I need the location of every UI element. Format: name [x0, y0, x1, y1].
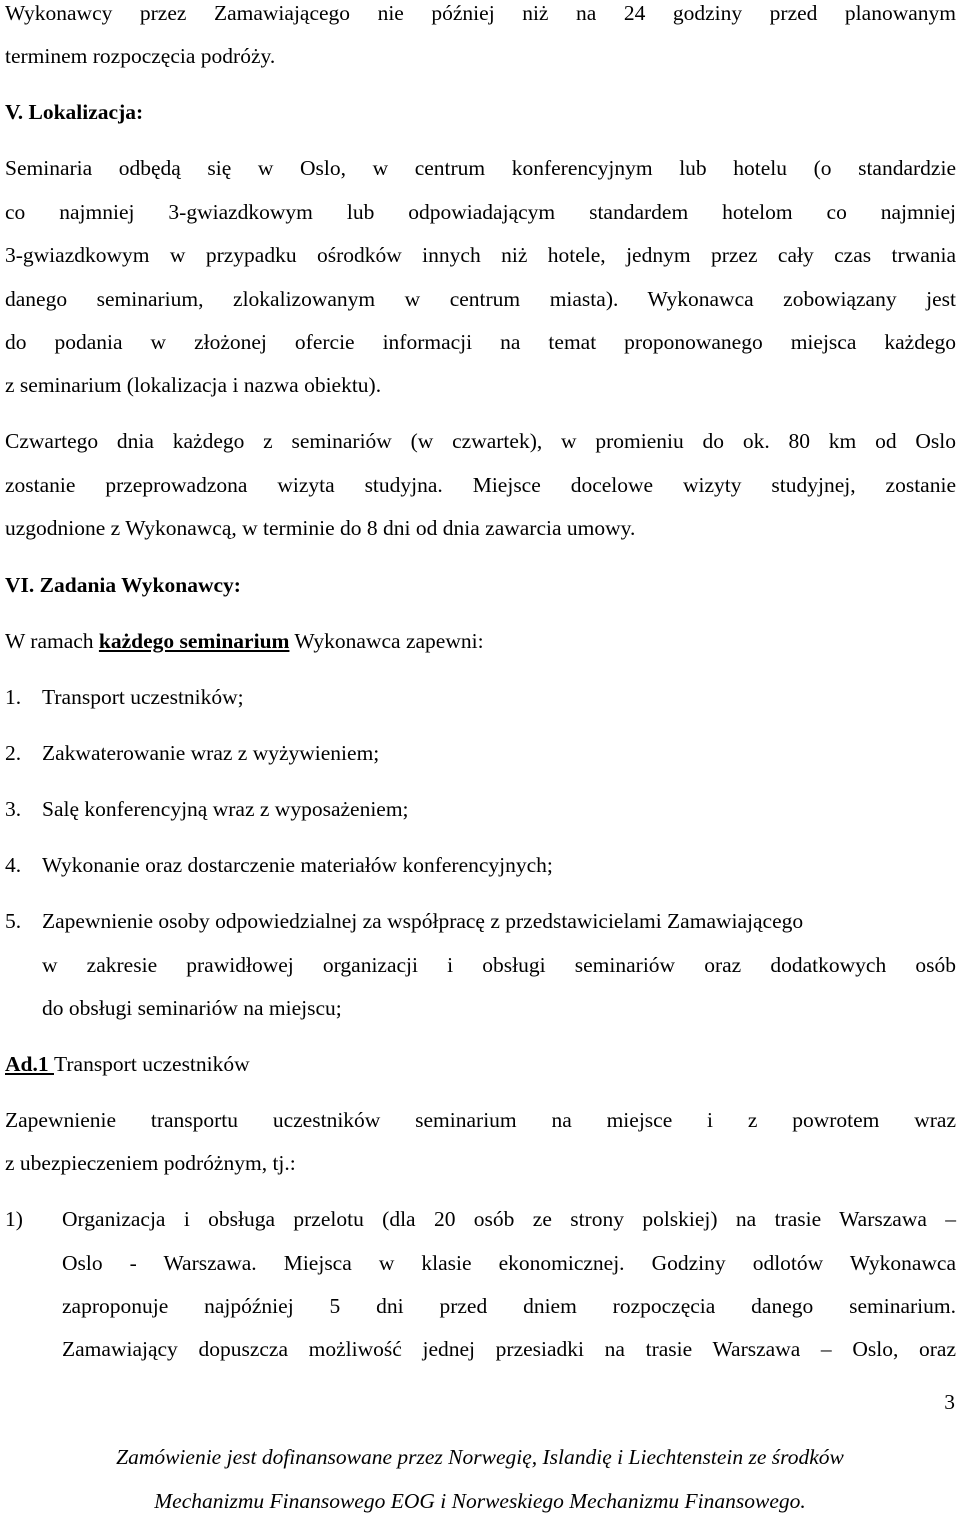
list-item-number: 1.	[5, 685, 22, 709]
section-heading-zadania: VI. Zadania Wykonawcy:	[5, 573, 241, 597]
section-heading-lokalizacja: V. Lokalizacja:	[5, 100, 144, 124]
paragraph-line: 3-gwiazdkowym w przypadku ośrodków innych niż hotele, jednym przez cały czas trwania	[5, 243, 956, 267]
list-item-number: 2.	[5, 741, 22, 765]
numbered-item-continuation: Zamawiający dopuszcza możliwość jednej przesiadki na trasie Warszawa – Oslo, oraz	[62, 1337, 956, 1361]
paragraph-line: z ubezpieczeniem podróżnym, tj.:	[5, 1151, 296, 1175]
numbered-item-text: Organizacja i obsługa przelotu (dla 20 osób ze strony polskiej) na trasie Warszawa –	[62, 1207, 956, 1231]
numbered-item-marker: 1)	[5, 1207, 23, 1231]
numbered-item-continuation: Oslo - Warszawa. Miejsca w klasie ekonomicznej. Godziny odlotów Wykonawca	[62, 1251, 956, 1275]
list-item	[5, 908, 956, 934]
list-item-continuation: w zakresie prawidłowej organizacji i obsługi seminariów oraz dodatkowych osób	[42, 953, 956, 977]
paragraph-line: Czwartego dnia każdego z seminariów (w czwartek), w promieniu do ok. 80 km od Oslo	[5, 429, 956, 453]
list-item-text: Salę konferencyjną wraz z wyposażeniem;	[42, 797, 409, 821]
paragraph-line: do podania w złożonej ofercie informacji na temat proponowanego miejsca każdego	[5, 330, 956, 354]
paragraph-line: uzgodnione z Wykonawcą, w terminie do 8 dni od dnia zawarcia umowy.	[5, 516, 636, 540]
paragraph-line: zostanie przeprowadzona wizyta studyjna. Miejsce docelowe wizyty studyjnej, zostanie	[5, 473, 956, 497]
list-item	[5, 740, 956, 766]
list-item-number: 3.	[5, 797, 22, 821]
intro-after: Wykonawca zapewni:	[289, 629, 484, 653]
footer-line: Mechanizmu Finansowego EOG i Norweskiego Mechanizmu Finansowego.	[154, 1489, 806, 1513]
paragraph-line: z seminarium (lokalizacja i nazwa obiektu).	[5, 373, 382, 397]
list-item-text: Transport uczestników;	[42, 685, 244, 709]
paragraph-line: Seminaria odbędą się w Oslo, w centrum konferencyjnym lub hotelu (o standardzie	[5, 156, 956, 180]
list-item-number: 4.	[5, 853, 22, 877]
numbered-item-continuation: zaproponuje najpóźniej 5 dni przed dniem rozpoczęcia danego seminarium.	[62, 1294, 956, 1318]
list-item	[5, 796, 956, 822]
intro-emphasis: każdego seminarium	[98, 629, 290, 653]
paragraph-line: danego seminarium, zlokalizowanym w centrum miasta). Wykonawca zobowiązany jest	[5, 287, 956, 311]
paragraph-line: Wykonawcy przez Zamawiającego nie później niż na 24 godziny przed planowanym	[5, 1, 956, 25]
list-item-text: Wykonanie oraz dostarczenie materiałów konferencyjnych;	[42, 853, 553, 877]
subsection-heading	[5, 1051, 956, 1077]
numbered-item	[5, 1206, 956, 1232]
subsection-title: Transport uczestników	[53, 1052, 250, 1076]
list-item-text: Zapewnienie osoby odpowiedzialnej za współpracę z przedstawicielami Zamawiającego	[42, 909, 804, 933]
footer-line: Zamówienie jest dofinansowane przez Norwegię, Islandię i Liechtenstein ze środków	[116, 1445, 844, 1469]
list-item-number: 5.	[5, 909, 22, 933]
subsection-label: Ad.1	[5, 1052, 54, 1076]
intro-before: W ramach	[5, 629, 99, 653]
paragraph-line: co najmniej 3-gwiazdkowym lub odpowiadającym standardem hotelom co najmniej	[5, 200, 956, 224]
paragraph-line: terminem rozpoczęcia podróży.	[5, 44, 276, 68]
intro-line	[5, 628, 956, 654]
list-item-continuation: do obsługi seminariów na miejscu;	[42, 996, 342, 1020]
paragraph-line: Zapewnienie transportu uczestników seminarium na miejsce i z powrotem wraz	[5, 1108, 956, 1132]
list-item-text: Zakwaterowanie wraz z wyżywieniem;	[42, 741, 380, 765]
page-number: 3	[944, 1390, 955, 1414]
list-item	[5, 852, 956, 878]
list-item	[5, 684, 956, 710]
